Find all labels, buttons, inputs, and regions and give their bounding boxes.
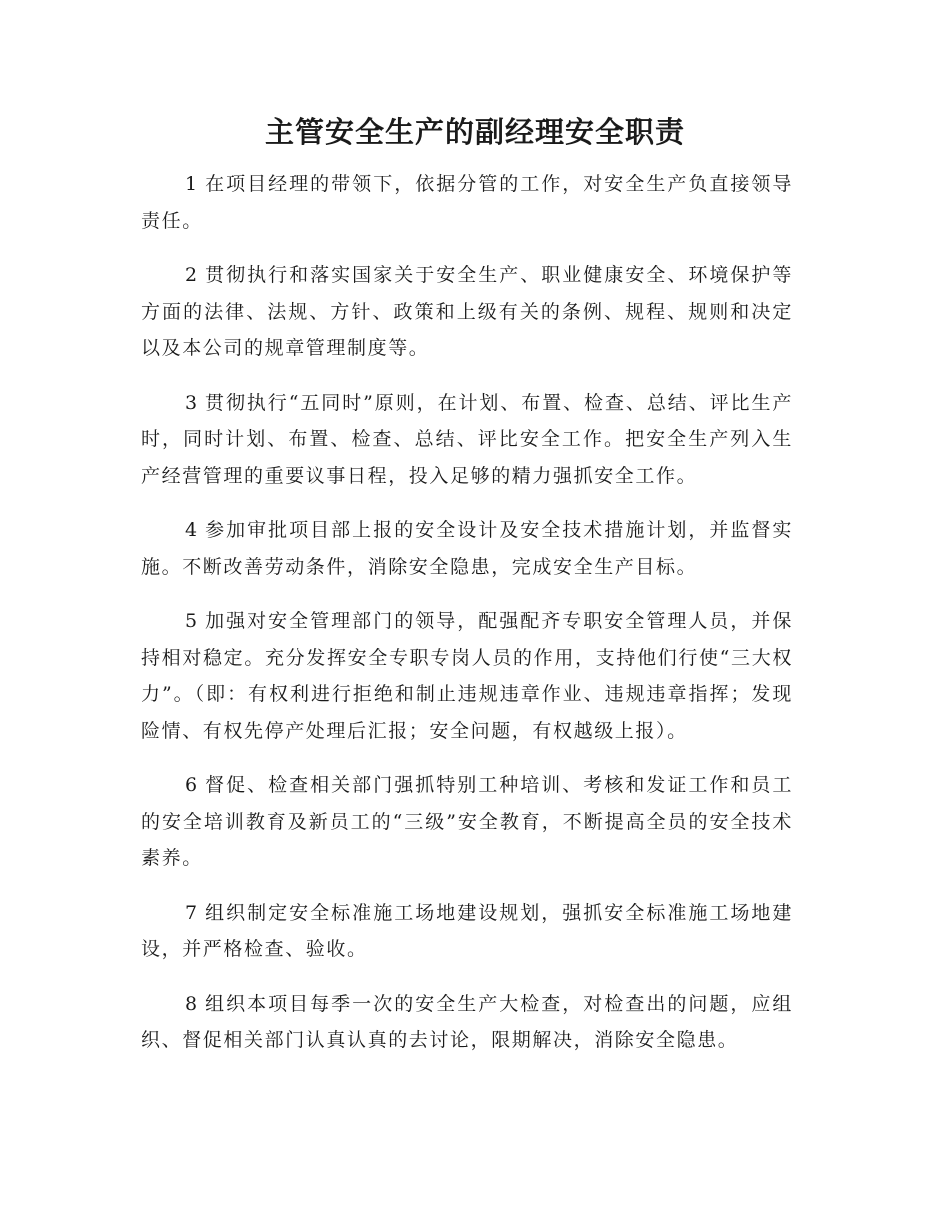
paragraph-number: 6 <box>185 774 199 796</box>
paragraph-1 <box>141 166 793 239</box>
paragraph-text: 贯彻执行和落实国家关于安全生产、职业健康安全、环境保护等方面的法律、法规、方针、政策和上级有关的条例、规程、规则和决定以及本公司的规章管理制度等。 <box>141 264 793 359</box>
paragraph-text: 加强对安全管理部门的领导，配强配齐专职安全管理人员，并保持相对稳定。充分发挥安全专职专岗人员的作用，支持他们行使“三大权力”。（即：有权利进行拒绝和制止违规违章作业、违规违章指挥；发现险情、有权先停产处理后汇报；安全问题，有权越级上报）。 <box>141 610 793 742</box>
paragraph-text: 贯彻执行“五同时”原则，在计划、布置、检查、总结、评比生产时，同时计划、布置、检查、总结、评比安全工作。把安全生产列入生产经营管理的重要议事日程，投入足够的精力强抓安全工作。 <box>141 391 793 487</box>
paragraph-text: 参加审批项目部上报的安全设计及安全技术措施计划，并监督实施。不断改善劳动条件，消除安全隐患，完成安全生产目标。 <box>141 519 793 578</box>
paragraph-number: 3 <box>185 391 199 414</box>
paragraph-3 <box>141 385 793 495</box>
paragraph-number: 5 <box>185 610 199 632</box>
paragraph-4 <box>141 512 793 585</box>
paragraph-2 <box>141 257 793 367</box>
document-body <box>141 166 793 1077</box>
paragraph-number: 4 <box>185 519 199 541</box>
document-title: 主管安全生产的副经理安全职责 <box>264 115 685 149</box>
paragraph-5 <box>141 603 793 749</box>
paragraph-7 <box>141 895 793 968</box>
paragraph-number: 7 <box>185 901 199 924</box>
paragraph-text: 组织制定安全标准施工场地建设规划，强抓安全标准施工场地建设，并严格检查、验收。 <box>141 901 793 960</box>
paragraph-number: 1 <box>185 173 199 195</box>
paragraph-8 <box>141 986 793 1059</box>
paragraph-number: 2 <box>185 264 199 286</box>
paragraph-number: 8 <box>185 992 199 1015</box>
paragraph-text: 督促、检查相关部门强抓特别工种培训、考核和发证工作和员工的安全培训教育及新员工的“三级”安全教育，不断提高全员的安全技术素养。 <box>141 774 793 869</box>
paragraph-text: 组织本项目每季一次的安全生产大检查，对检查出的问题，应组织、督促相关部门认真认真的去讨论，限期解决，消除安全隐患。 <box>141 992 793 1051</box>
paragraph-text: 在项目经理的带领下，依据分管的工作，对安全生产负直接领导责任。 <box>141 173 793 232</box>
paragraph-6 <box>141 767 793 877</box>
